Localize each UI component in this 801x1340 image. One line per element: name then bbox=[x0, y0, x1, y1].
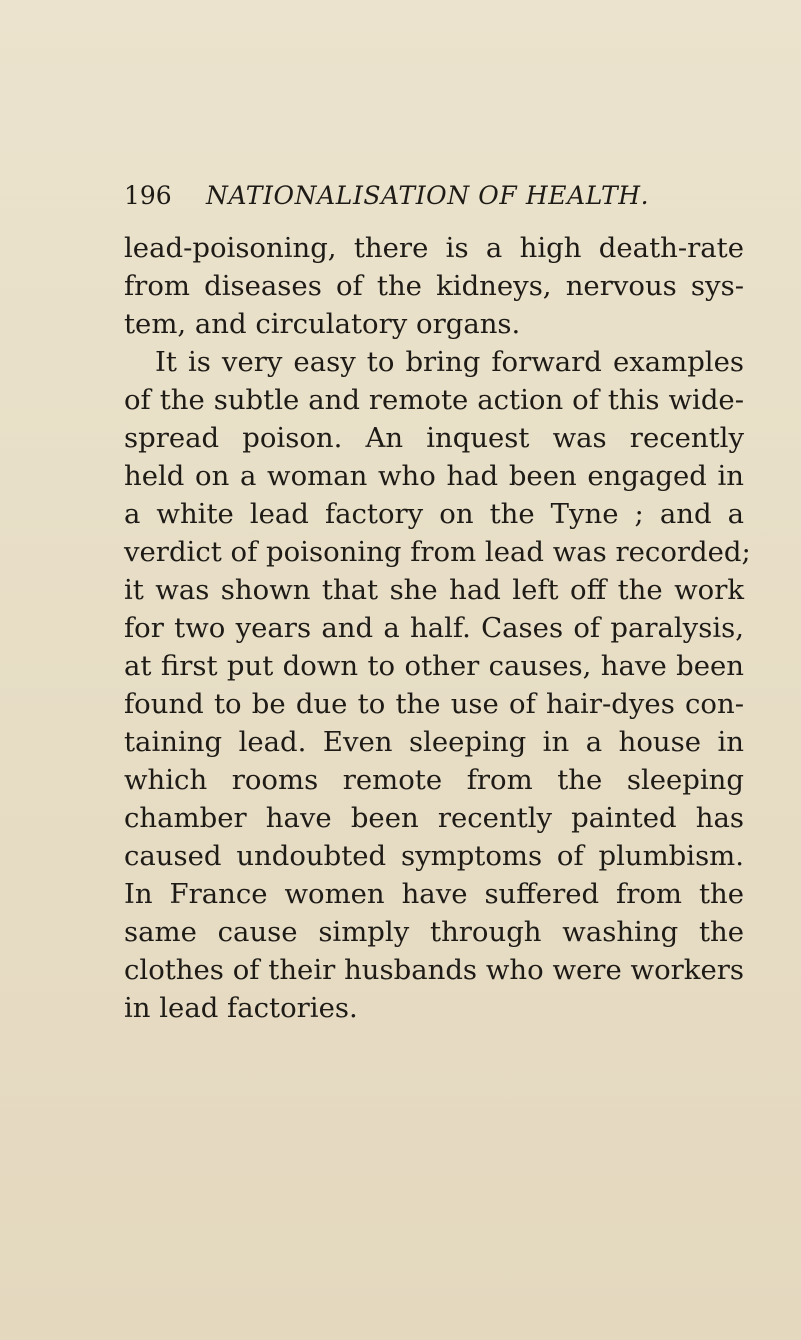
text-line: It is very easy to bring forward examples bbox=[155, 346, 744, 378]
text-line: same cause simply through washing the bbox=[124, 916, 744, 948]
text-line: found to be due to the use of hair-dyes con- bbox=[124, 688, 744, 720]
text-line: In France women have suffered from the bbox=[124, 878, 744, 910]
text-line: taining lead. Even sleeping in a house in bbox=[124, 726, 744, 758]
text-line: chamber have been recently painted has bbox=[124, 802, 744, 834]
text-line: held on a woman who had been engaged in bbox=[124, 460, 744, 492]
text-line: which rooms remote from the sleeping bbox=[124, 764, 744, 796]
text-line: spread poison. An inquest was recently bbox=[124, 422, 744, 454]
text-line: a white lead factory on the Tyne ; and a bbox=[124, 498, 744, 530]
text-line: in lead factories. bbox=[124, 992, 358, 1024]
text-line: for two years and a half. Cases of paralysis, bbox=[124, 612, 744, 644]
text-line: lead-poisoning, there is a high death-rate bbox=[124, 232, 744, 264]
text-line: it was shown that she had left off the work bbox=[124, 574, 744, 606]
body-text bbox=[124, 229, 751, 1027]
running-title: NATIONALISATION OF HEALTH. bbox=[206, 181, 650, 210]
running-head bbox=[124, 176, 744, 216]
text-line: clothes of their husbands who were workers bbox=[124, 954, 744, 986]
text-line: tem, and circulatory organs. bbox=[124, 308, 521, 340]
text-line: of the subtle and remote action of this wide- bbox=[124, 384, 744, 416]
text-line: at first put down to other causes, have been bbox=[124, 650, 744, 682]
text-line: from diseases of the kidneys, nervous sys- bbox=[124, 270, 744, 302]
text-line: verdict of poisoning from lead was recorded; bbox=[124, 536, 751, 568]
text-line: caused undoubted symptoms of plumbism. bbox=[124, 840, 744, 872]
page-number: 196 bbox=[124, 181, 172, 210]
